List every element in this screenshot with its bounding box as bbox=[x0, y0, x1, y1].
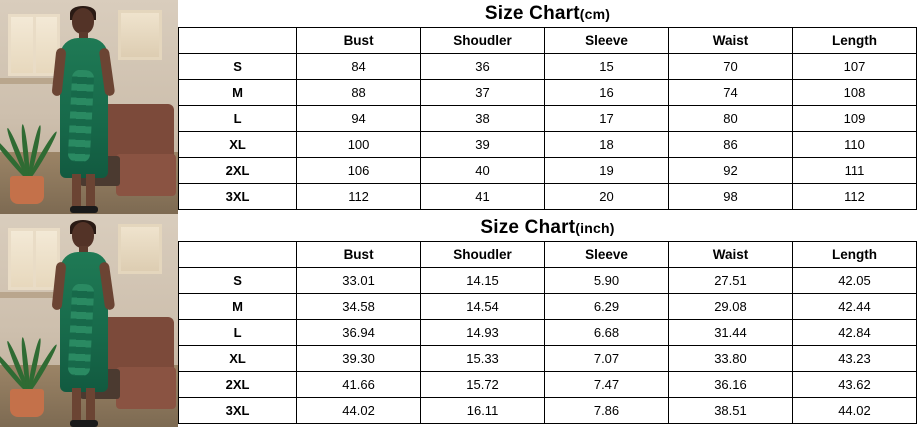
model-leg-left bbox=[72, 388, 81, 422]
cell-bust: 84 bbox=[297, 54, 421, 80]
product-photo-cm bbox=[0, 0, 178, 214]
photo-plant-pot bbox=[10, 389, 44, 417]
col-header-bust: Bust bbox=[297, 241, 421, 267]
cell-length: 44.02 bbox=[792, 397, 916, 423]
table-row bbox=[179, 80, 917, 106]
cell-shoulder: 38 bbox=[421, 106, 545, 132]
cell-length: 110 bbox=[792, 132, 916, 158]
chart-title-text-inch: Size Chart bbox=[480, 216, 576, 238]
cell-size: XL bbox=[179, 345, 297, 371]
cell-waist: 74 bbox=[668, 80, 792, 106]
cell-sleeve: 7.47 bbox=[545, 371, 669, 397]
col-header-bust: Bust bbox=[297, 28, 421, 54]
size-chart-block-inch bbox=[0, 214, 917, 427]
cell-bust: 36.94 bbox=[297, 319, 421, 345]
cell-sleeve: 7.07 bbox=[545, 345, 669, 371]
cell-length: 42.05 bbox=[792, 267, 916, 293]
table-row bbox=[179, 54, 917, 80]
cell-shoulder: 15.72 bbox=[421, 371, 545, 397]
cell-length: 43.62 bbox=[792, 371, 916, 397]
size-table-inch bbox=[178, 241, 917, 424]
cell-sleeve: 6.29 bbox=[545, 293, 669, 319]
cell-waist: 36.16 bbox=[668, 371, 792, 397]
cell-shoulder: 41 bbox=[421, 184, 545, 210]
cell-sleeve: 19 bbox=[545, 158, 669, 184]
col-header-length: Length bbox=[792, 28, 916, 54]
photo-window-right bbox=[118, 10, 162, 60]
cell-shoulder: 37 bbox=[421, 80, 545, 106]
col-header-shoulder: Shoudler bbox=[421, 241, 545, 267]
cell-bust: 34.58 bbox=[297, 293, 421, 319]
cell-sleeve: 16 bbox=[545, 80, 669, 106]
table-row bbox=[179, 184, 917, 210]
cell-waist: 70 bbox=[668, 54, 792, 80]
cell-bust: 100 bbox=[297, 132, 421, 158]
photo-armchair bbox=[116, 154, 176, 196]
cell-length: 109 bbox=[792, 106, 916, 132]
table-row bbox=[179, 397, 917, 423]
col-header-sleeve: Sleeve bbox=[545, 241, 669, 267]
photo-model bbox=[46, 8, 124, 213]
cell-bust: 88 bbox=[297, 80, 421, 106]
size-table-cm bbox=[178, 27, 917, 210]
cell-size: M bbox=[179, 293, 297, 319]
col-header-size bbox=[179, 241, 297, 267]
cell-waist: 33.80 bbox=[668, 345, 792, 371]
cell-size: S bbox=[179, 54, 297, 80]
cell-shoulder: 14.54 bbox=[421, 293, 545, 319]
cell-length: 42.84 bbox=[792, 319, 916, 345]
cell-size: M bbox=[179, 80, 297, 106]
model-head bbox=[72, 222, 94, 248]
cell-shoulder: 16.11 bbox=[421, 397, 545, 423]
cell-size: S bbox=[179, 267, 297, 293]
col-header-shoulder: Shoudler bbox=[421, 28, 545, 54]
chart-title-unit-cm: (cm) bbox=[579, 6, 611, 22]
cell-bust: 33.01 bbox=[297, 267, 421, 293]
cell-shoulder: 39 bbox=[421, 132, 545, 158]
model-shoes bbox=[70, 420, 98, 427]
cell-length: 107 bbox=[792, 54, 916, 80]
cell-length: 111 bbox=[792, 158, 916, 184]
photo-window-right bbox=[118, 224, 162, 274]
cell-sleeve: 18 bbox=[545, 132, 669, 158]
model-leg-right bbox=[86, 388, 95, 422]
col-header-waist: Waist bbox=[668, 241, 792, 267]
col-header-sleeve: Sleeve bbox=[545, 28, 669, 54]
model-leg-left bbox=[72, 174, 81, 208]
cell-bust: 94 bbox=[297, 106, 421, 132]
cell-waist: 38.51 bbox=[668, 397, 792, 423]
col-header-length: Length bbox=[792, 241, 916, 267]
table-header-row bbox=[179, 28, 917, 54]
cell-size: XL bbox=[179, 132, 297, 158]
cell-waist: 98 bbox=[668, 184, 792, 210]
size-table-area-inch bbox=[178, 214, 917, 427]
table-header-row bbox=[179, 241, 917, 267]
cell-waist: 80 bbox=[668, 106, 792, 132]
cell-sleeve: 5.90 bbox=[545, 267, 669, 293]
photo-model bbox=[46, 222, 124, 427]
cell-bust: 106 bbox=[297, 158, 421, 184]
cell-waist: 86 bbox=[668, 132, 792, 158]
cell-sleeve: 17 bbox=[545, 106, 669, 132]
photo-armchair bbox=[116, 367, 176, 409]
table-row bbox=[179, 106, 917, 132]
cell-bust: 44.02 bbox=[297, 397, 421, 423]
model-head bbox=[72, 8, 94, 34]
cell-bust: 39.30 bbox=[297, 345, 421, 371]
cell-shoulder: 36 bbox=[421, 54, 545, 80]
table-row bbox=[179, 158, 917, 184]
table-row bbox=[179, 345, 917, 371]
chart-title-cm bbox=[178, 0, 917, 27]
cell-length: 112 bbox=[792, 184, 916, 210]
cell-length: 42.44 bbox=[792, 293, 916, 319]
cell-shoulder: 14.15 bbox=[421, 267, 545, 293]
table-row bbox=[179, 371, 917, 397]
cell-shoulder: 15.33 bbox=[421, 345, 545, 371]
cell-size: 3XL bbox=[179, 184, 297, 210]
cell-sleeve: 15 bbox=[545, 54, 669, 80]
cell-bust: 41.66 bbox=[297, 371, 421, 397]
table-row bbox=[179, 293, 917, 319]
cell-size: L bbox=[179, 106, 297, 132]
cell-shoulder: 40 bbox=[421, 158, 545, 184]
cell-size: 3XL bbox=[179, 397, 297, 423]
cell-size: L bbox=[179, 319, 297, 345]
cell-sleeve: 20 bbox=[545, 184, 669, 210]
cell-size: 2XL bbox=[179, 371, 297, 397]
chart-title-inch bbox=[178, 214, 917, 241]
chart-title-text-cm: Size Chart bbox=[484, 3, 580, 24]
cell-waist: 31.44 bbox=[668, 319, 792, 345]
cell-bust: 112 bbox=[297, 184, 421, 210]
col-header-waist: Waist bbox=[668, 28, 792, 54]
cell-waist: 29.08 bbox=[668, 293, 792, 319]
cell-length: 108 bbox=[792, 80, 916, 106]
cell-length: 43.23 bbox=[792, 345, 916, 371]
col-header-size bbox=[179, 28, 297, 54]
photo-plant-pot bbox=[10, 176, 44, 204]
cell-sleeve: 6.68 bbox=[545, 319, 669, 345]
cell-waist: 27.51 bbox=[668, 267, 792, 293]
model-leg-right bbox=[86, 174, 95, 208]
model-shoes bbox=[70, 206, 98, 213]
table-row bbox=[179, 132, 917, 158]
table-row bbox=[179, 267, 917, 293]
cell-waist: 92 bbox=[668, 158, 792, 184]
cell-sleeve: 7.86 bbox=[545, 397, 669, 423]
size-table-area-cm bbox=[178, 0, 917, 214]
chart-title-unit-inch: (inch) bbox=[575, 219, 615, 236]
cell-shoulder: 14.93 bbox=[421, 319, 545, 345]
cell-size: 2XL bbox=[179, 158, 297, 184]
product-photo-inch bbox=[0, 214, 178, 427]
table-row bbox=[179, 319, 917, 345]
